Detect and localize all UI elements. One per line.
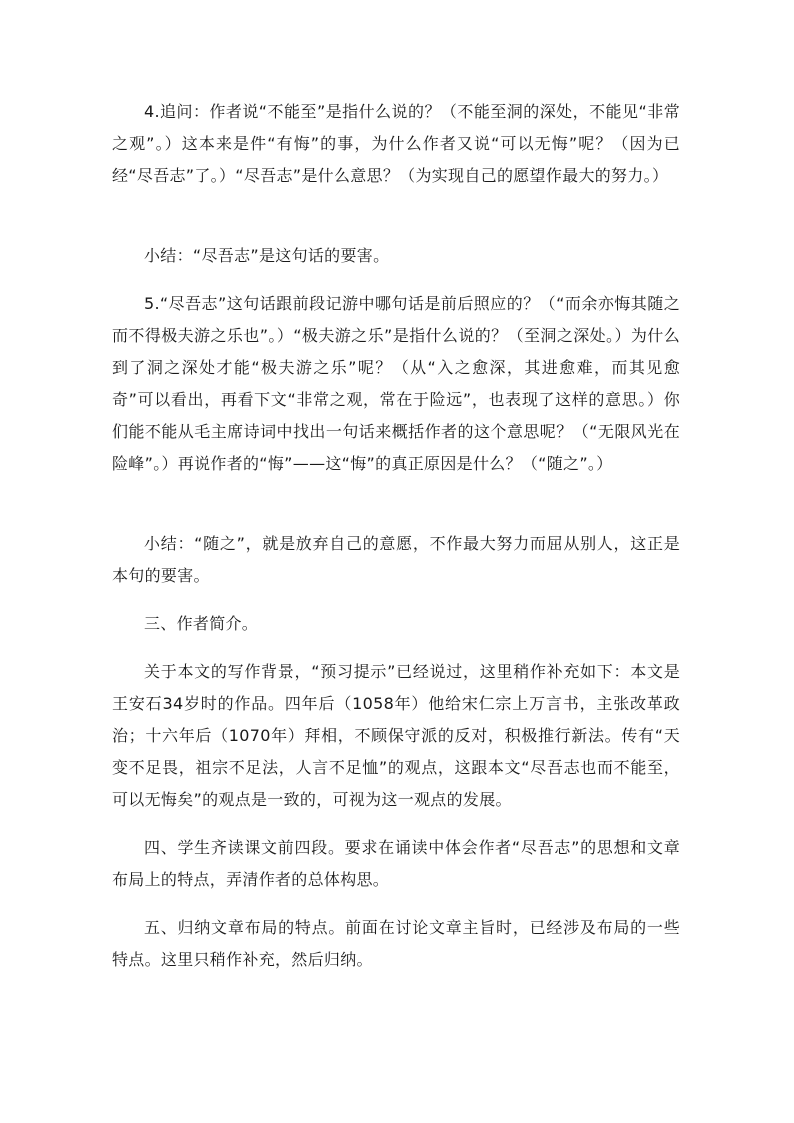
- paragraph-summary-2: 小结：“随之”，就是放弃自己的意愿，不作最大努力而屈从别人，这正是本句的要害。: [112, 534, 680, 585]
- paragraph-question-5: 5.“尽吾志”这句话跟前段记游中哪句话是前后照应的？（“而余亦悔其随之而不得极夫游之乐也”。）“极夫游之乐”是指什么说的？（至洞之深处。）为什么到了洞之深处才能“极夫游之乐”呢？（从“入之愈深，其进愈难，而其见愈奇”可以看出，再看下文“非常之观，常在于险远”，也表现了这样的意思。）你们能不能从毛主席诗词中找出一句话来概括作者的这个意思呢？（“无限风光在险峰”。）再说作者的“悔”——这“悔”的真正原因是什么？（“随之”。）: [112, 294, 680, 473]
- section-heading-author-intro: 三、作者简介。: [144, 614, 259, 633]
- paragraph-question-4: 4.追问：作者说“不能至”是指什么说的？（不能至洞的深处，不能见“非常之观”。）这本来是件“有悔”的事，为什么作者又说“可以无悔”呢？（因为已经“尽吾志”了。）“尽吾志”是什么意思？（为实现自己的愿望作最大的努力。）: [112, 102, 680, 185]
- paragraph-section-five: 五、归纳文章布局的特点。前面在讨论文章主旨时，已经涉及布局的一些特点。这里只稍作补充，然后归纳。: [112, 918, 680, 969]
- paragraph-summary-1: 小结：“尽吾志”是这句话的要害。: [144, 246, 390, 265]
- paragraph-author-background: 关于本文的写作背景，“预习提示”已经说过，这里稍作补充如下：本文是王安石34岁时的作品。四年后（1058年）他给宋仁宗上万言书，主张改革政治；十六年后（1070年）拜相，不顾保守派的反对，积极推行新法。传有“天变不足畏，祖宗不足法，人言不足恤”的观点，这跟本文“尽吾志也而不能至，可以无悔矣”的观点是一致的，可视为这一观点的发展。: [112, 662, 680, 809]
- paragraph-section-four: 四、学生齐读课文前四段。要求在诵读中体会作者“尽吾志”的思想和文章布局上的特点，弄清作者的总体构思。: [112, 838, 680, 889]
